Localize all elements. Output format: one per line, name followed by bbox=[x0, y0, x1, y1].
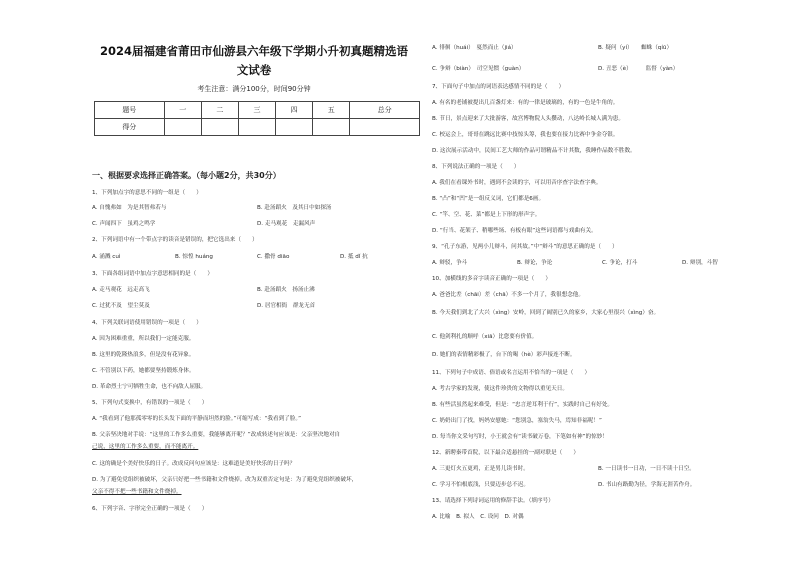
question-line: 3、下面各组词语中加点字意思相同的是（ ） bbox=[92, 271, 214, 277]
question-line: 1、下列加点字的意思不同的一组是（ ） bbox=[92, 190, 202, 196]
exam-title bbox=[88, 42, 420, 80]
option-line: C. 他剑利扎的顺呼（xiā）比您要有价值。 bbox=[432, 334, 538, 340]
section-heading: 一、根据要求选择正确答案。（每小题2分，共30分） bbox=[92, 171, 281, 180]
score-blank-cell bbox=[201, 119, 238, 136]
question-line: 5、下列句式变换中，有错误的一项是（ ） bbox=[92, 400, 208, 406]
option-line: C. “竿、空、花、菜”都是上下形的形声字。 bbox=[432, 212, 541, 218]
option-line: A. 考古学家的发现，使这件珍贵的文物得以重见天日。 bbox=[432, 386, 568, 392]
option-line: B. 赴汤蹈火 扬汤止沸 bbox=[257, 287, 315, 293]
option-line: A. 涌溅 cuì bbox=[92, 254, 121, 260]
option-line: A. 因为困难重重，所以我们一定能克服。 bbox=[92, 336, 195, 342]
option-line: D. 辩别，斗智 bbox=[682, 260, 718, 266]
option-line: C. 不管别以下药，她都要坚持锻炼身体。 bbox=[92, 368, 195, 374]
option-line: D. 抵 dǐ 抗 bbox=[340, 254, 368, 260]
option-line: D. 为了避免党组织被破坏，父亲只好把一些书籍和文件烧掉。改为双重否定句是：为了避免党组织被破坏， bbox=[92, 477, 358, 483]
question-line: 7、下面句子中加点的词语表达感情不同的是（ ） bbox=[432, 84, 565, 90]
option-line: C. 奶奶出门了找，妈妈安慰她：“您别急，塞翁失马，焉知非福呢！” bbox=[432, 418, 602, 424]
option-line: A. 我们在看课外书时，遇到不会读的字，可以用音序查字法查字典。 bbox=[432, 180, 602, 186]
option-line: B. “凸”和“凹”是一组反义词，它们都是6画。 bbox=[432, 196, 545, 202]
option-line: B. 惊惶 huáng bbox=[175, 254, 213, 260]
option-line: D. 她们的表情精彩极了，台下的喝（hè）彩声接连不断。 bbox=[432, 352, 576, 358]
option-line: B. 赴汤蹈火 及其日中如探汤 bbox=[257, 205, 332, 211]
option-line: A. 有名的老铺被提出几百盏灯来：有的一律是玻璃的，有的一色是牛角的。 bbox=[432, 100, 619, 106]
option-line: D. 革命烈士宁可牺牲生命，也不向敌人屈服。 bbox=[92, 384, 207, 390]
option-line: A. 走马观花 远走高飞 bbox=[92, 287, 150, 293]
question-line: 10、加横线的多音字读音正确的一项是（ ） bbox=[432, 276, 551, 282]
question-line: 9、“孔子东游，见两小儿辩斗，问其故。”中“辩斗”的意思正确的是（ ） bbox=[432, 244, 618, 250]
option-line: D. 这次展示活动中，民间工艺大师的作品可谓精品不计其数，我睡作品数不胜数。 bbox=[432, 148, 636, 154]
score-cell: 五 bbox=[313, 102, 350, 119]
option-line: B. 节日，景点迎来了大批游客，故宫博物院人头攒动，八达岭长城人满为患。 bbox=[432, 116, 624, 122]
option-line: B. 辩论，争论 bbox=[517, 260, 553, 266]
score-label-cell: 得分 bbox=[95, 119, 165, 136]
option-line: C. 过犹不及 望尘莫及 bbox=[92, 303, 150, 309]
option-line: D. 每当你文采句写时，小王就会有“读书破万卷，下笔如有神”的惊妙！ bbox=[432, 434, 608, 440]
score-table bbox=[94, 101, 420, 136]
option-line: B. 一日读书一日功，一日不读十日空。 bbox=[598, 466, 695, 472]
question-line: 13、请选择下列诗词运用的修辞手法。（填序号） bbox=[432, 498, 554, 504]
option-line: A. 三更灯火五更鸡，正是男儿读书时。 bbox=[432, 466, 529, 472]
option-line: C. 撒骨 diāo bbox=[257, 254, 290, 260]
option-line: C. 争论，打斗 bbox=[602, 260, 638, 266]
option-line: C. 学习不怕根底浅，只要迈步总不迟。 bbox=[432, 482, 529, 488]
score-blank-cell bbox=[164, 119, 201, 136]
score-cell: 总分 bbox=[350, 102, 420, 119]
title-line-1: 2024届福建省莆田市仙游县六年级下学期小升初真题精选语 bbox=[99, 44, 408, 58]
option-line: C. 声闻四下 虽鸡之鸣学 bbox=[92, 221, 156, 227]
option-line: 父亲不得不把一些书籍和文件烧掉。 bbox=[92, 489, 182, 495]
option-line: A. 爸爸比差（chāi）差（chā）不多一个月了，我很想念他。 bbox=[432, 292, 584, 298]
question-line: 2、下列词语中有一个带点字的读音是错误的，把它选出来（ ） bbox=[92, 237, 258, 243]
option-line: D. 走马观花 走漏风声 bbox=[257, 221, 316, 227]
option-line: B. 有些活虽然起来难受，但是：“忠言逆耳利于行”，实践时自己有好处。 bbox=[432, 402, 614, 408]
option-line: A. 比喻 B. 拟人 C. 设问 D. 对偶 bbox=[432, 514, 524, 520]
option-line: A. “我看到了他那孤零零的长头发下面的平静而坦然的脸。”可缩写成：“我看到了脸。” bbox=[92, 416, 302, 422]
option-line: D. 丑恶（è） 监督（yàn） bbox=[598, 66, 679, 72]
score-header-row bbox=[95, 102, 420, 119]
option-line: B. 父亲坚决地对手说：“这里的工作多么重要，我能够离开呢？”改成转述句应该是：父亲坚决地对自 bbox=[92, 432, 341, 438]
option-line: A. 辩驳，争斗 bbox=[432, 260, 468, 266]
question-line: 4、下列关联词语使用错误的一项是（ ） bbox=[92, 320, 202, 326]
option-line: A. 徘徊（huái） 戛然而止（jiá） bbox=[432, 45, 517, 51]
score-blank-cell bbox=[276, 119, 313, 136]
option-line: D. 居官相衙 群龙无首 bbox=[257, 303, 316, 309]
score-cell: 四 bbox=[276, 102, 313, 119]
score-value-row bbox=[95, 119, 420, 136]
option-line: C. 校运会上，哥哥在跳远比赛中技惊头筹，我也要在接力比赛中争金夺银。 bbox=[432, 132, 619, 138]
score-blank-cell bbox=[350, 119, 420, 136]
exam-notice: 考生注意：满分100分，时间90分钟 bbox=[197, 85, 311, 93]
option-line: D. 书山有路勤为径，学海无涯苦作舟。 bbox=[598, 482, 696, 488]
option-line: D. “行当、花架子、稍哪些场、有板有眼”这些词语都与戏曲有关。 bbox=[432, 228, 597, 234]
question-line: 11、下列句子中成语、俗语或名言运用不恰当的一项是（ ） bbox=[432, 370, 591, 376]
score-cell: 三 bbox=[238, 102, 275, 119]
option-line: 己说，这里的工作多么重要，而不能离开。 bbox=[92, 444, 199, 450]
title-line-2: 文试卷 bbox=[236, 63, 272, 77]
score-blank-cell bbox=[238, 119, 275, 136]
score-cell: 二 bbox=[201, 102, 238, 119]
score-cell: 题号 bbox=[95, 102, 165, 119]
option-line: C. 这的确是个美好快乐的日子。改成反问句应该是：这难道是美好快乐的日子吗？ bbox=[92, 461, 296, 467]
option-line: B. 今天我们到北了大兴（xìng）安岭，回到了阔别已久的家乡，大家心里很兴（xìng）奋。 bbox=[432, 310, 660, 316]
option-line: B. 这里的乾隆热浪多，但是没有花异象。 bbox=[92, 352, 195, 358]
option-line: A. 自愧弗如 为是其智弗若与 bbox=[92, 205, 167, 211]
option-line: B. 疑问（yí） 蜘蛛（qíū） bbox=[598, 45, 673, 51]
option-line: C. 争辩（biàn） 司空见惯（guàn） bbox=[432, 66, 525, 72]
question-line: 8、下列说法正确的一项是（ ） bbox=[432, 164, 520, 170]
question-line: 12、新聘秦带首院，以下最合适悬挂的一副对联是（ ） bbox=[432, 450, 579, 456]
question-line: 6、下列字音、字形完全正确的一项是（ ） bbox=[92, 506, 208, 512]
score-cell: 一 bbox=[164, 102, 201, 119]
score-blank-cell bbox=[313, 119, 350, 136]
